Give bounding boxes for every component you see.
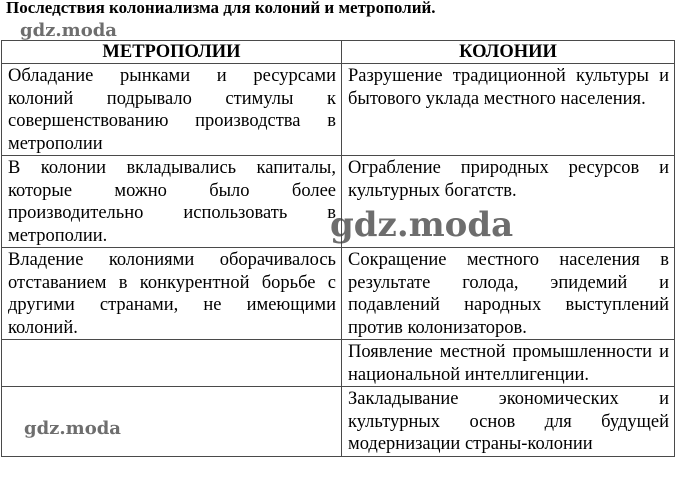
- cell-colonies: Закладывание экономических и культурных основ для будущей модернизации страны-колонии: [342, 387, 675, 457]
- cell-colonies: Сокращение местного населения в результате голода, эпидемий и подавлений народных выступлений против колонизаторов.: [342, 248, 675, 340]
- page-title: Последствия колониализма для колоний и метрополий.: [6, 0, 436, 17]
- cell-colonies: Появление местной промышленности и национальной интеллигенции.: [342, 340, 675, 387]
- cell-metropolis: Обладание рынками и ресурсами колоний подрывало стимулы к совершенствованию производства в метрополии: [2, 64, 342, 156]
- cell-colonies: Ограбление природных ресурсов и культурных богатств.: [342, 156, 675, 248]
- watermark-center: gdz.moda: [330, 205, 514, 245]
- cell-metropolis: Владение колониями оборачивалось отставанием в конкурентной борьбе с другими странами, не имеющими колоний.: [2, 248, 342, 340]
- watermark-bottom: gdz.moda: [24, 418, 121, 439]
- header-metropolis: МЕТРОПОЛИИ: [2, 41, 342, 64]
- cell-metropolis: В колонии вкладывались капиталы, которые можно было более производительно использовать в метрополии.: [2, 156, 342, 248]
- watermark-top: gdz.moda: [20, 20, 117, 41]
- table-header-row: [2, 41, 675, 64]
- cell-metropolis: [2, 340, 342, 387]
- table-row: [2, 340, 675, 387]
- header-colonies: КОЛОНИИ: [342, 41, 675, 64]
- table-row: [2, 248, 675, 340]
- cell-colonies: Разрушение традиционной культуры и бытового уклада местного населения.: [342, 64, 675, 156]
- consequences-table: [1, 40, 675, 457]
- table-row: [2, 64, 675, 156]
